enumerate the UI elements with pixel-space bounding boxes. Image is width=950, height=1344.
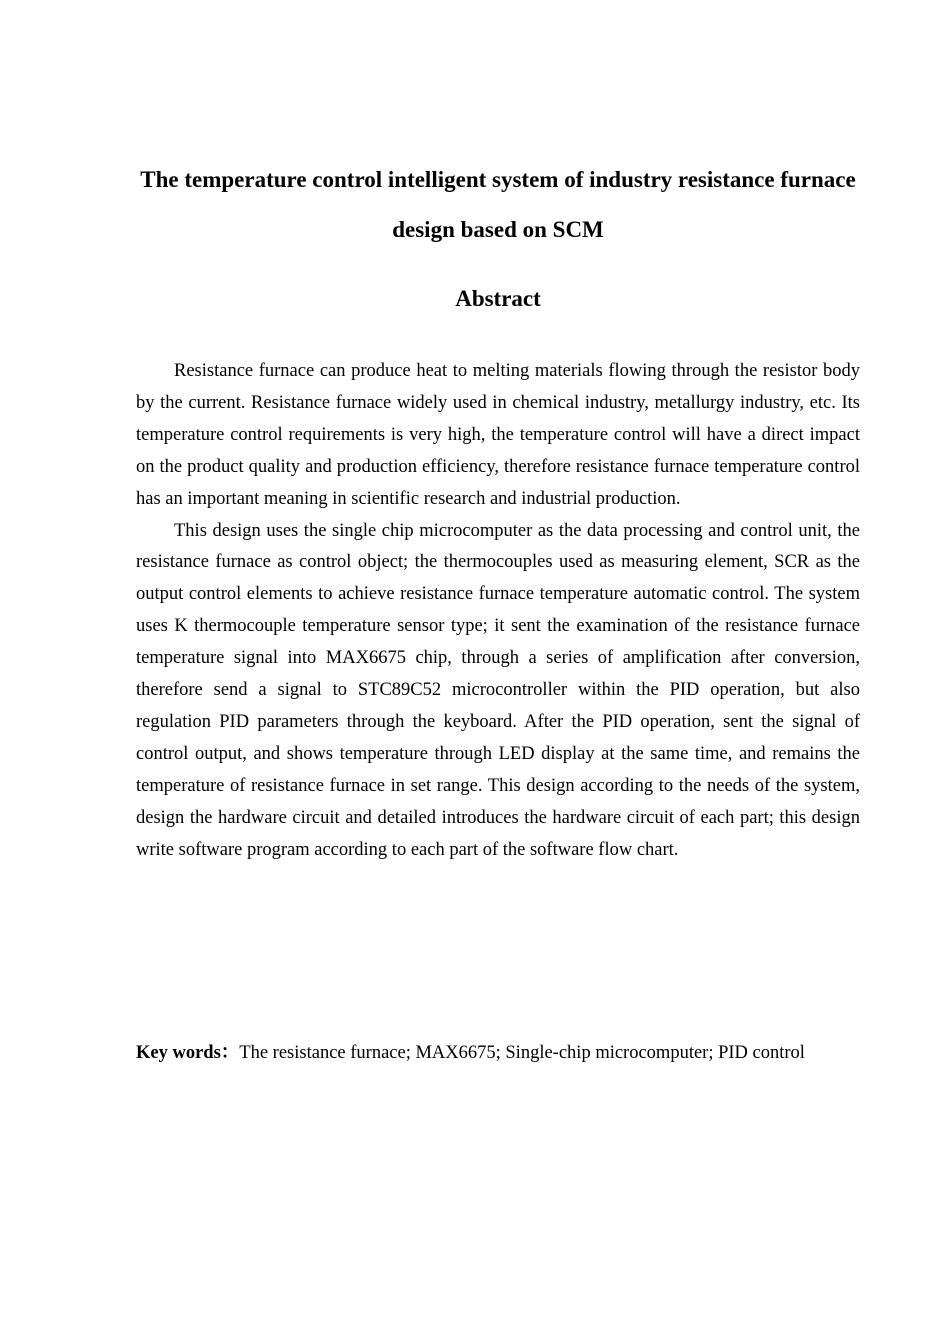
abstract-paragraph-1: Resistance furnace can produce heat to melting materials flowing through the resistor body by the current. Resistance furnace widely used in chemical industry, metallurgy industry, etc. Its temperature control requirements is very high, the temperature control will have a direct impact on the product quality and production efficiency, therefore resistance furnace temperature control has an important meaning in scientific research and industrial production.	[136, 361, 860, 509]
document-title: The temperature control intelligent system of industry resistance furnace design based on SCM	[140, 167, 856, 242]
abstract-heading: Abstract	[455, 286, 541, 311]
abstract-paragraph-2: This design uses the single chip microcomputer as the data processing and control unit, the resistance furnace as control object; the thermocouples used as measuring element, SCR as the output control elements to achieve resistance furnace temperature automatic control. The system uses K thermocouple temperature sensor type; it sent the examination of the resistance furnace temperature signal into MAX6675 chip, through a series of amplification after conversion, therefore send a signal to STC89C52 microcontroller within the PID operation, but also regulation PID parameters through the keyboard. After the PID operation, sent the signal of control output, and shows temperature through LED display at the same time, and remains the temperature of resistance furnace in set range. This design according to the needs of the system, design the hardware circuit and detailed introduces the hardware circuit of each part; this design write software program according to each part of the software flow chart.	[136, 520, 860, 860]
keywords-text: The resistance furnace; MAX6675; Single-chip microcomputer; PID control	[239, 1043, 805, 1063]
abstract-body	[136, 356, 860, 867]
keywords-line	[136, 1038, 860, 1069]
keywords-label: Key words：	[136, 1043, 240, 1063]
